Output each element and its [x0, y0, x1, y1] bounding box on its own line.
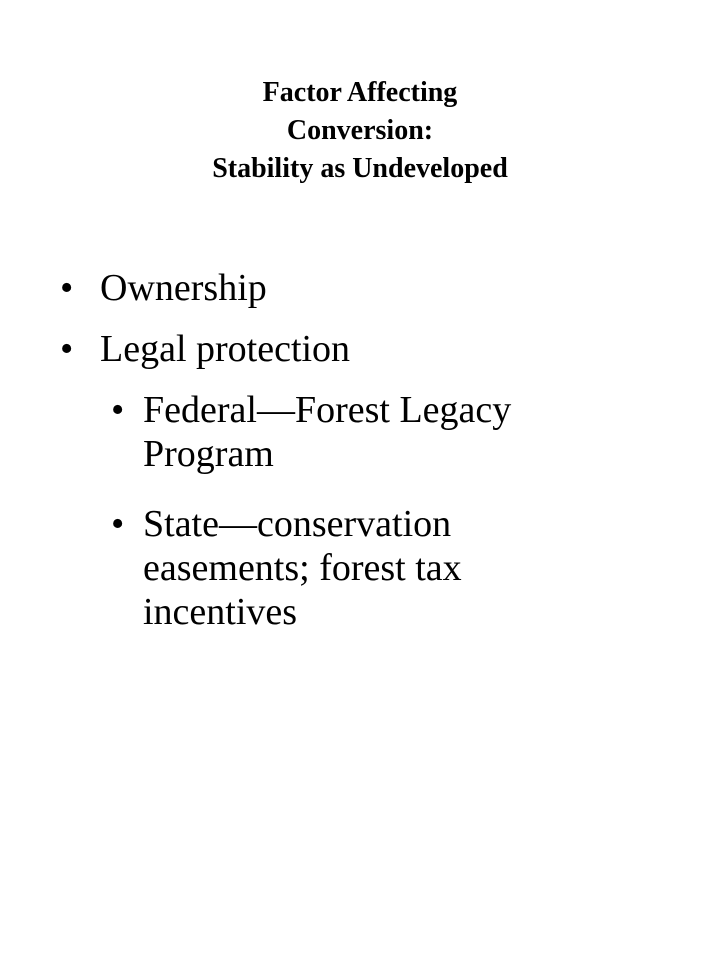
bullet-text: Ownership	[100, 267, 267, 309]
bullet-item-ownership	[60, 266, 267, 310]
sub-bullet-item-state	[111, 502, 462, 634]
bullet-item-legal-protection	[60, 327, 351, 371]
sub-bullet-marker: •	[111, 503, 125, 545]
title-line-1: Factor Affecting	[262, 77, 458, 108]
title-line-3: Stability as Undeveloped	[212, 153, 508, 184]
sub-bullet-text-line-3: incentives	[143, 591, 298, 633]
bullet-marker: •	[60, 328, 74, 370]
bullet-marker: •	[60, 267, 74, 309]
title-line-2: Conversion:	[286, 115, 434, 146]
sub-bullet-text-line-1: Federal—Forest Legacy	[143, 389, 512, 431]
sub-bullet-text-line-2: Program	[143, 433, 274, 475]
sub-bullet-item-federal	[111, 388, 512, 476]
sub-bullet-marker: •	[111, 389, 125, 431]
sub-bullet-text-line-1: State—conservation	[143, 503, 452, 545]
sub-bullet-text-line-2: easements; forest tax	[143, 547, 462, 589]
bullet-text: Legal protection	[100, 328, 351, 370]
